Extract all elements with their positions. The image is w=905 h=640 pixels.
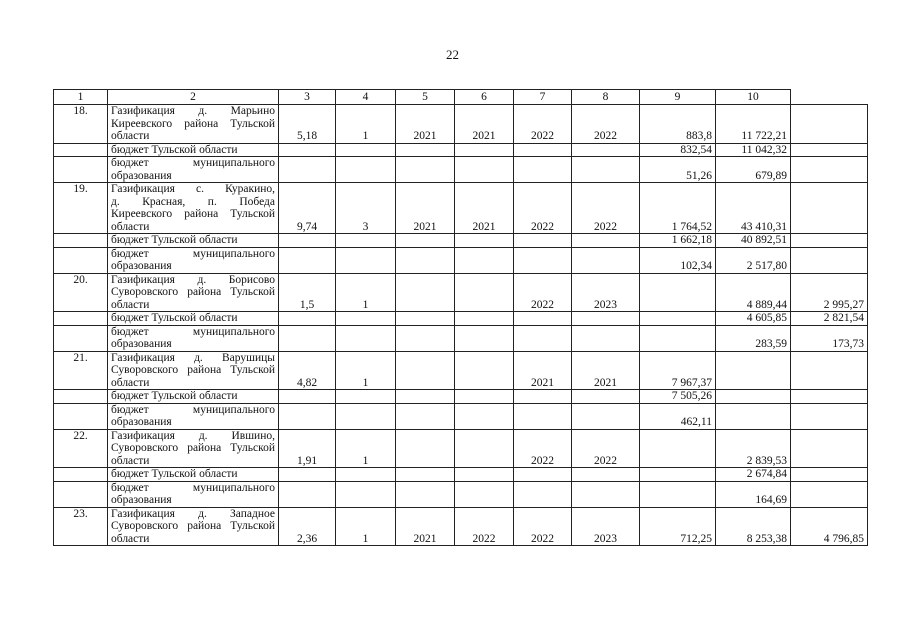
table-row-budget — [54, 390, 868, 404]
row-number: 22. — [54, 429, 108, 468]
cell-c2: 9,74 — [279, 183, 336, 234]
cell-c9: 283,59 — [716, 325, 791, 351]
cell-c6 — [514, 390, 572, 404]
cell-c8 — [640, 481, 716, 507]
cell-c9: 4 889,44 — [716, 273, 791, 312]
cell-c3: 1 — [336, 507, 396, 546]
table-row-object — [54, 273, 868, 312]
cell-c3 — [336, 403, 396, 429]
cell-c6: 2022 — [514, 273, 572, 312]
description-line: Суворовского района Тульской — [111, 364, 275, 376]
row-description — [108, 247, 279, 273]
description-line: Газификация д. Борисово — [111, 273, 275, 286]
cell-c9: 40 892,51 — [716, 234, 791, 248]
cell-c2 — [279, 234, 336, 248]
description-line: области — [111, 130, 150, 142]
cell-c3 — [336, 468, 396, 482]
cell-c6 — [514, 325, 572, 351]
description-line: бюджет Тульской области — [111, 312, 238, 324]
cell-c9: 679,89 — [716, 157, 791, 183]
description-line: области — [111, 298, 150, 311]
cell-c7: 2023 — [572, 273, 640, 312]
description-line: Суворовского района Тульской — [111, 286, 275, 298]
cell-c10 — [791, 234, 868, 248]
row-number — [54, 468, 108, 482]
description-line: Суворовского района Тульской — [111, 442, 275, 454]
cell-c6: 2022 — [514, 507, 572, 546]
row-number: 18. — [54, 105, 108, 144]
cell-c8: 462,11 — [640, 403, 716, 429]
header-cell: 6 — [455, 90, 514, 105]
header-cell: 9 — [640, 90, 716, 105]
cell-c10 — [791, 157, 868, 183]
cell-c8 — [640, 273, 716, 312]
table-row-budget — [54, 468, 868, 482]
description-line: бюджет Тульской области — [111, 390, 238, 402]
cell-c2 — [279, 403, 336, 429]
cell-c8: 51,26 — [640, 157, 716, 183]
table-row-object — [54, 105, 868, 144]
cell-c3: 1 — [336, 429, 396, 468]
cell-c7 — [572, 481, 640, 507]
cell-c7 — [572, 157, 640, 183]
cell-c10 — [791, 247, 868, 273]
cell-c6 — [514, 157, 572, 183]
description-line: бюджет муниципального — [111, 247, 275, 260]
cell-c6 — [514, 468, 572, 482]
row-description — [108, 183, 279, 234]
cell-c7: 2022 — [572, 105, 640, 144]
cell-c9: 43 410,31 — [716, 183, 791, 234]
cell-c6 — [514, 481, 572, 507]
row-number — [54, 325, 108, 351]
cell-c8 — [640, 325, 716, 351]
cell-c3 — [336, 312, 396, 326]
cell-c3 — [336, 247, 396, 273]
cell-c4 — [396, 247, 455, 273]
cell-c10: 2 821,54 — [791, 312, 868, 326]
cell-c5 — [455, 351, 514, 390]
cell-c7 — [572, 468, 640, 482]
cell-c2: 2,36 — [279, 507, 336, 546]
cell-c9: 8 253,38 — [716, 507, 791, 546]
row-description — [108, 481, 279, 507]
cell-c2 — [279, 312, 336, 326]
description-line: образования — [111, 416, 172, 428]
cell-c4 — [396, 468, 455, 482]
row-description — [108, 325, 279, 351]
row-description — [108, 351, 279, 390]
description-line: бюджет муниципального — [111, 403, 275, 416]
description-line: Газификация д. Западное — [111, 507, 275, 520]
cell-c10 — [791, 143, 868, 157]
cell-c5 — [455, 468, 514, 482]
cell-c2: 5,18 — [279, 105, 336, 144]
row-number — [54, 481, 108, 507]
cell-c9: 11 722,21 — [716, 105, 791, 144]
cell-c7: 2022 — [572, 429, 640, 468]
cell-c4 — [396, 390, 455, 404]
cell-c8: 712,25 — [640, 507, 716, 546]
description-line: бюджет Тульской области — [111, 468, 238, 480]
cell-c10 — [791, 403, 868, 429]
cell-c4 — [396, 325, 455, 351]
row-number: 23. — [54, 507, 108, 546]
row-description — [108, 273, 279, 312]
table-row-budget — [54, 157, 868, 183]
description-line: Газификация д. Варушицы — [111, 351, 275, 364]
cell-c8 — [640, 312, 716, 326]
row-number — [54, 247, 108, 273]
cell-c3 — [336, 234, 396, 248]
cell-c9 — [716, 390, 791, 404]
description-line: области — [111, 220, 150, 233]
cell-c5 — [455, 234, 514, 248]
cell-c4 — [396, 312, 455, 326]
cell-c9 — [716, 403, 791, 429]
cell-c9: 4 605,85 — [716, 312, 791, 326]
cell-c4 — [396, 157, 455, 183]
cell-c6: 2021 — [514, 351, 572, 390]
cell-c2: 4,82 — [279, 351, 336, 390]
cell-c9: 11 042,32 — [716, 143, 791, 157]
table-row-object — [54, 429, 868, 468]
cell-c7: 2022 — [572, 183, 640, 234]
cell-c9 — [716, 351, 791, 390]
cell-c7 — [572, 325, 640, 351]
cell-c7 — [572, 143, 640, 157]
description-line: образования — [111, 169, 172, 182]
header-cell: 10 — [716, 90, 791, 105]
cell-c5 — [455, 157, 514, 183]
cell-c2: 1,91 — [279, 429, 336, 468]
cell-c5: 2022 — [455, 507, 514, 546]
description-line: образования — [111, 260, 172, 272]
cell-c8: 1 662,18 — [640, 234, 716, 248]
cell-c5: 2021 — [455, 183, 514, 234]
cell-c2 — [279, 325, 336, 351]
table-row-budget — [54, 325, 868, 351]
cell-c10 — [791, 105, 868, 144]
cell-c4 — [396, 429, 455, 468]
table-row-budget — [54, 234, 868, 248]
row-description — [108, 468, 279, 482]
header-cell: 8 — [572, 90, 640, 105]
row-number — [54, 312, 108, 326]
cell-c8 — [640, 468, 716, 482]
header-cell: 4 — [336, 90, 396, 105]
cell-c5 — [455, 390, 514, 404]
table-row-budget — [54, 312, 868, 326]
description-line: Газификация с. Куракино, — [111, 183, 275, 195]
cell-c3 — [336, 325, 396, 351]
row-description — [108, 234, 279, 248]
page-number: 22 — [446, 47, 459, 62]
cell-c7 — [572, 234, 640, 248]
cell-c2 — [279, 468, 336, 482]
description-line: области — [111, 376, 150, 389]
table-row-budget — [54, 143, 868, 157]
cell-c8 — [640, 429, 716, 468]
cell-c10 — [791, 390, 868, 404]
header-cell: 2 — [108, 90, 279, 105]
cell-c4: 2021 — [396, 105, 455, 144]
cell-c2 — [279, 481, 336, 507]
description-line: Газификация д. Ившино, — [111, 429, 275, 442]
cell-c5 — [455, 403, 514, 429]
cell-c6 — [514, 312, 572, 326]
description-line: области — [111, 454, 150, 467]
cell-c7 — [572, 312, 640, 326]
row-description — [108, 157, 279, 183]
table-row-budget — [54, 247, 868, 273]
cell-c6 — [514, 403, 572, 429]
cell-c10: 173,73 — [791, 325, 868, 351]
row-description — [108, 429, 279, 468]
cell-c6 — [514, 247, 572, 273]
cell-c6: 2022 — [514, 183, 572, 234]
table-row-budget — [54, 403, 868, 429]
cell-c4 — [396, 234, 455, 248]
cell-c8: 832,54 — [640, 143, 716, 157]
description-line: Киреевского района Тульской — [111, 117, 275, 130]
cell-c6: 2022 — [514, 105, 572, 144]
cell-c5 — [455, 247, 514, 273]
row-description — [108, 105, 279, 144]
description-line: бюджет Тульской области — [111, 143, 238, 156]
cell-c6: 2022 — [514, 429, 572, 468]
funding-table — [53, 89, 868, 546]
description-line: бюджет муниципального — [111, 481, 275, 494]
cell-c5 — [455, 325, 514, 351]
row-description — [108, 507, 279, 546]
row-number — [54, 390, 108, 404]
cell-c3 — [336, 157, 396, 183]
row-number — [54, 143, 108, 157]
cell-c5: 2021 — [455, 105, 514, 144]
table-row-object — [54, 351, 868, 390]
row-number — [54, 403, 108, 429]
cell-c3 — [336, 481, 396, 507]
cell-c7: 2023 — [572, 507, 640, 546]
cell-c7 — [572, 403, 640, 429]
cell-c10 — [791, 468, 868, 482]
cell-c3 — [336, 143, 396, 157]
description-line: образования — [111, 494, 172, 506]
description-line: д. Красная, п. Победа — [111, 195, 275, 208]
cell-c7: 2021 — [572, 351, 640, 390]
cell-c8: 1 764,52 — [640, 183, 716, 234]
description-line: бюджет муниципального — [111, 325, 275, 338]
description-line: образования — [111, 338, 172, 350]
table-row-object — [54, 183, 868, 234]
row-number — [54, 234, 108, 248]
header-cell: 1 — [54, 90, 108, 105]
table-header-row — [54, 90, 868, 105]
description-line: Киреевского района Тульской — [111, 208, 275, 220]
cell-c9: 2 839,53 — [716, 429, 791, 468]
header-cell: 7 — [514, 90, 572, 105]
cell-c4: 2021 — [396, 183, 455, 234]
cell-c10 — [791, 481, 868, 507]
row-description — [108, 403, 279, 429]
cell-c7 — [572, 247, 640, 273]
row-description — [108, 143, 279, 157]
cell-c2: 1,5 — [279, 273, 336, 312]
cell-c5 — [455, 481, 514, 507]
row-number: 19. — [54, 183, 108, 234]
cell-c4 — [396, 403, 455, 429]
header-cell: 5 — [396, 90, 455, 105]
cell-c5 — [455, 273, 514, 312]
row-number: 20. — [54, 273, 108, 312]
cell-c3: 3 — [336, 183, 396, 234]
description-line: бюджет муниципального — [111, 157, 275, 169]
row-description — [108, 390, 279, 404]
header-cell: 3 — [279, 90, 336, 105]
description-line: Суворовского района Тульской — [111, 520, 275, 532]
cell-c8: 7 967,37 — [640, 351, 716, 390]
cell-c10 — [791, 429, 868, 468]
cell-c10 — [791, 183, 868, 234]
cell-c9: 164,69 — [716, 481, 791, 507]
table-row-budget — [54, 481, 868, 507]
cell-c5 — [455, 143, 514, 157]
cell-c4 — [396, 481, 455, 507]
cell-c8: 7 505,26 — [640, 390, 716, 404]
cell-c6 — [514, 143, 572, 157]
cell-c2 — [279, 143, 336, 157]
row-number: 21. — [54, 351, 108, 390]
cell-c10 — [791, 351, 868, 390]
cell-c4 — [396, 351, 455, 390]
cell-c3 — [336, 390, 396, 404]
cell-c8: 102,34 — [640, 247, 716, 273]
cell-c4: 2021 — [396, 507, 455, 546]
cell-c2 — [279, 247, 336, 273]
cell-c3: 1 — [336, 105, 396, 144]
table-body — [54, 90, 868, 546]
cell-c10: 2 995,27 — [791, 273, 868, 312]
description-line: области — [111, 532, 150, 545]
description-line: Газификация д. Марьино — [111, 105, 275, 117]
table-row-object — [54, 507, 868, 546]
cell-c6 — [514, 234, 572, 248]
row-number — [54, 157, 108, 183]
row-description — [108, 312, 279, 326]
cell-c2 — [279, 390, 336, 404]
cell-c9: 2 674,84 — [716, 468, 791, 482]
cell-c7 — [572, 390, 640, 404]
description-line: бюджет Тульской области — [111, 234, 238, 246]
cell-c10: 4 796,85 — [791, 507, 868, 546]
cell-c3: 1 — [336, 351, 396, 390]
cell-c4 — [396, 273, 455, 312]
cell-c2 — [279, 157, 336, 183]
cell-c3: 1 — [336, 273, 396, 312]
cell-c5 — [455, 312, 514, 326]
cell-c5 — [455, 429, 514, 468]
cell-c4 — [396, 143, 455, 157]
cell-c9: 2 517,80 — [716, 247, 791, 273]
cell-c8: 883,8 — [640, 105, 716, 144]
